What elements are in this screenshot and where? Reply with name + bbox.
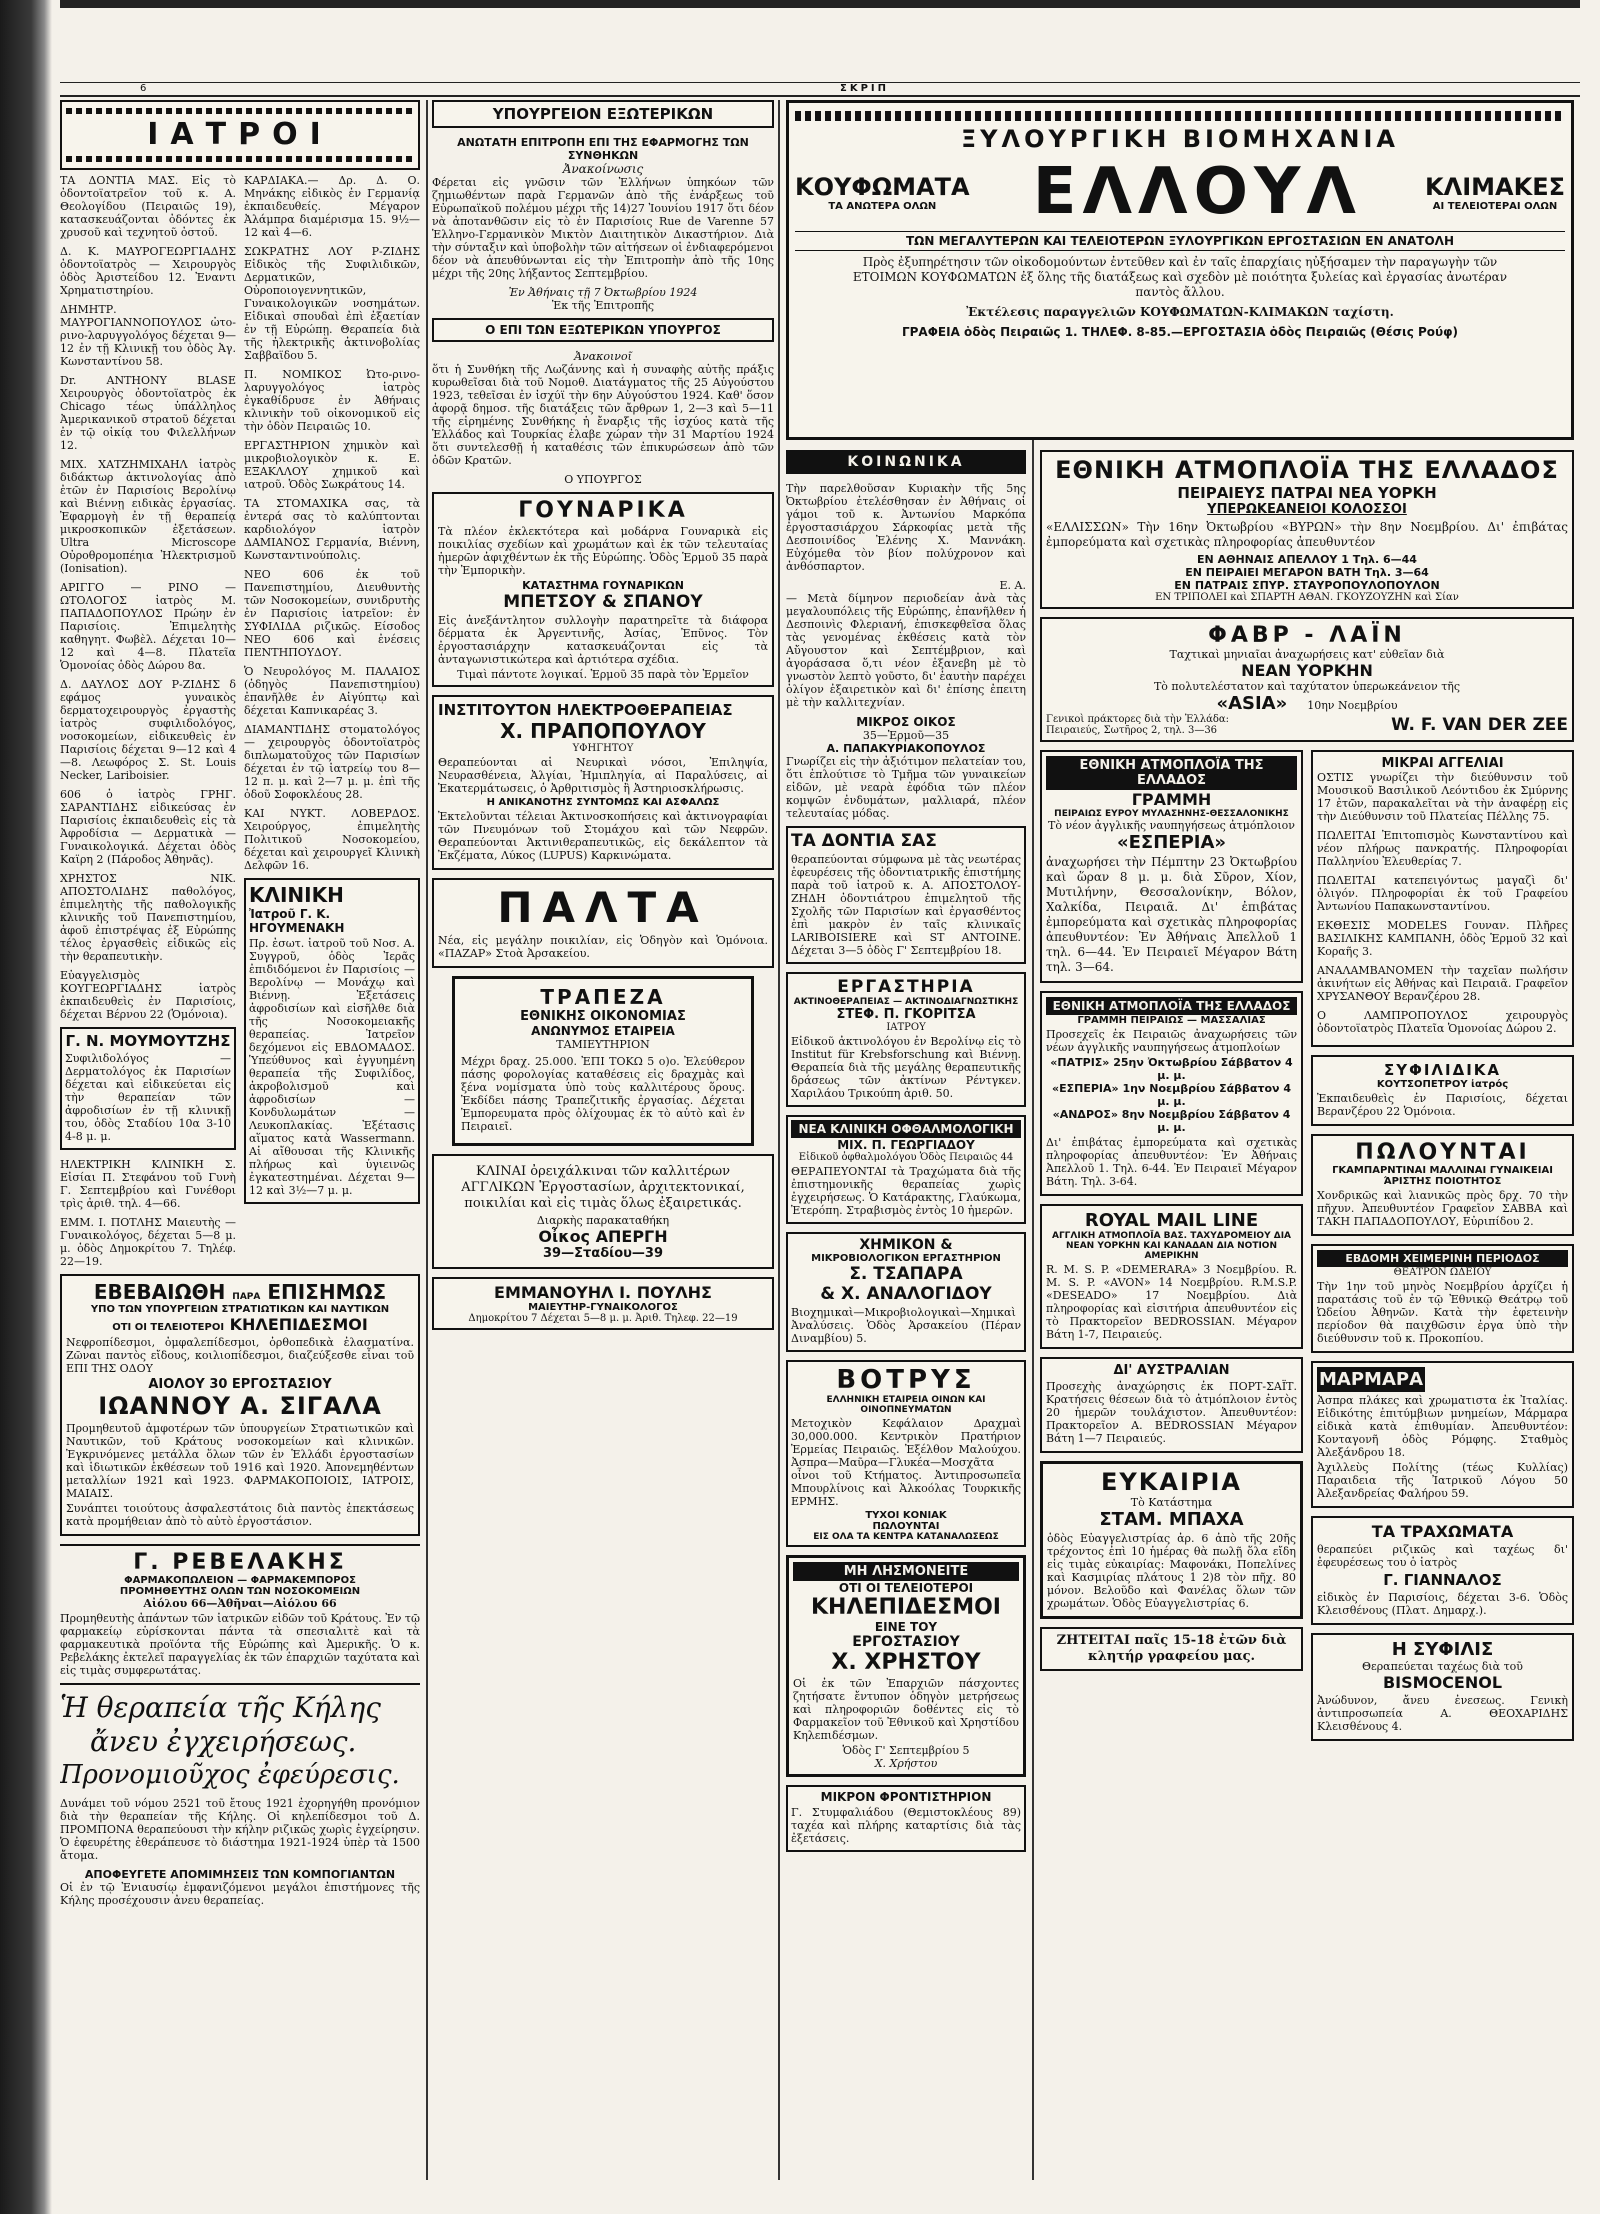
doctor-notice: ΕΡΓΑΣΤΗΡΙΟΝ χημικὸν καὶ μικροβιολογικὸν κ. Ε. ΕΞΑΚΛΛΟΥ χημικοῦ καὶ ιατροῦ. Ὁδὸς Σωκράτους 14. [244,439,420,491]
ellados3-sailing: «ΑΝΔΡΟΣ» 8ην Νοεμβρίου Σάββατον 4 μ. μ. [1052,1108,1291,1134]
marmara-title: ΜΑΡΜΑΡΑ [1319,1369,1424,1390]
moumoutzis-box [60,1027,236,1150]
revelakis-title: Γ. ΡΕΒΕΛΑΚΗΣ [133,1550,347,1575]
institouton-subhead: Η ΑΝΙΚΑΝΟΤΗΣ ΣΥΝΤΟΜΩΣ ΚΑΙ ΑΣΦΑΛΩΣ [486,797,720,808]
doctor-notice: ΚΑΡΔΙΑΚΑ.— Δρ. Δ. Ο. Μηνάκης εἰδικὸς ἐν Γερμανίᾳ ἐκπαιδευθείς. Μέγαρον Ἀλάμπρα διαμέρισμα 15. 9½—12 καὶ 4—6. [244,174,420,239]
ellados3-body: Προσεχεῖς ἐκ Πειραιῶς ἀναχωρήσεις τῶν νέων ἀγγλικῆς ναυπηγήσεως ἀτμοπλοίων [1046,1028,1297,1054]
doctor-notice: Ὁ Νευρολόγος Μ. ΠΑΛΑΙΟΣ (ὁδηγὸς Πανεπιστημίου) ἐπανῆλθε ἐν Αἰγύπτῳ καὶ δέχεται Καπνικαρέας 3. [244,665,420,717]
klid-word: ΠΑΡΑ [232,1292,261,1302]
xylourgiki-left-sub: ΤΑ ΑΝΩΤΕΡΑ ΟΛΩΝ [828,200,937,212]
evdomi-sub: ΘΕΑΤΡΟΝ ΩΔΕΙΟΥ [1393,1267,1492,1278]
column-middle-left [432,100,774,2180]
ethniki-body: «ΕΛΛΙΣΣΩΝ» Τὴν 16ην Ὀκτωβρίου «ΒΥΡΩΝ» τὴν 8ην Νοεμβρίου. Δι' ἐπιβάτας ἐμπορεύματα καὶ σχετικὰς πληροφορίας ἀπευθυντέον [1046,520,1568,549]
doctor-listings [60,174,420,1274]
klid-word: ΚΗΛΕΠΙΔΕΣΜΟΙ [229,1315,368,1334]
xylourgiki-grafeia: ΓΡΑΦΕΙΑ ὁδὸς Πειραιῶς 1. ΤΗΛΕΦ. 8-85.—ΕΡΓΟΣΤΑΣΙΑ ὁδὸς Πειραιῶς (Θέσις Ρούφ) [901,325,1458,339]
epitropi-title: ΑΝΩΤΑΤΗ ΕΠΙΤΡΟΠΗ ΕΠΙ ΤΗΣ ΕΦΑΡΜΟΓΗΣ ΤΩΝ ΣΥΝΘΗΚΩΝ [457,136,749,162]
traxomata-body-2: εἰδικὸς ἐν Παρισίοις, δέχεται 3-6. Ὁδὸς Κλεισθένους (Πλατ. Δημαρχ.). [1317,1591,1568,1617]
ellados2-body: Τὸ νέον ἀγγλικῆς ναυπηγήσεως ἀτμόπλοιον [1048,819,1295,832]
kili-advert [60,1683,420,1907]
epitropi-date: Ἐν Ἀθήναις τῇ 7 Ὀκτωβρίου 1924 [508,286,698,299]
palta-body: Νέα, εἰς μεγάλην ποικιλίαν, εἰς Ὁδηγὸν καὶ Ὁμόνοια. «ΠΑΖΑΡ» Στοὰ Ἀρσακείου. [438,934,768,960]
ornament-bar [66,108,414,114]
mi-address: Ὁδὸς Γ' Σεπτεμβρίου 5 [842,1744,970,1757]
syfilis-body: Θεραπεύεται ταχέως διὰ τοῦ [1361,1660,1523,1673]
marmara-advert [1311,1361,1574,1508]
kili-headline-3: Προνομιοῦχος ἐφεύρεσις. [60,1760,400,1790]
traxomata-body: θεραπεύει ριζικῶς καὶ ταχέως δι' ἐφευρέσεως του ὁ ἰατρὸς [1317,1543,1568,1569]
epi-body: ὅτι ἡ Συνθήκη τῆς Λωζάννης καὶ ἡ συναφὴς αὐτῆς πράξις κυρωθεῖσαι διὰ τοῦ Νομοθ. Διατάγματος τῆς 25 Αὐγούστου 1923, τεθεῖσαι ἐν ἰσχύϊ τὴν 6ην Αὐγούστου 1924. Καθ' ὅσον ἀφορᾷ δημοσ. τῆς διατάξεις τῶν ἄρθρων 1, 2—3 καὶ 5—11 τῆς εἰρημένης Συνθήκης ἡ ἔναρξις τῆς ἰσχύος κατὰ τῆς Ἑλλάδος καὶ Τουρκίας ἐλαβε χώραν τὴν 31 Μαρτίου 1924 ὅτι συντελεσθῇ ἡ καταθέσις τῶν ἐπικυρώσεων ἀπὸ τῶν ὁδῶν Κρατῶν. [432,363,774,467]
column-right [1040,450,1574,2180]
polountai-body: Χονδρικῶς καὶ λιανικῶς πρὸς δρχ. 70 τὴν πῆχυν. Ἀπευθυντέον Γραφεῖον ΣΑΒΒΑ καὶ ΤΑΚΗ ΠΑΠΑΔΟΠΟΥΛΟΥ, Εὐριπίδου 2. [1317,1189,1568,1228]
xylourgiki-right-sub: ΑΙ ΤΕΛΕΙΟΤΕΡΑΙ ΟΛΩΝ [1432,200,1558,212]
revelakis-advert [60,1544,420,1677]
katastima-title: ΚΑΤΑΣΤΗΜΑ ΓΟΥΝΑΡΙΚΩΝ [522,579,684,592]
doctor-notice: ΕΜΜ. Ι. ΠΟΤΛΗΣ Μαιευτὴς — Γυναικολόγος, δέχεται 5—8 μ. μ. ὁδὸς Δημοκρίτου 7. Τηλέφ. 22—19. [60,1216,236,1268]
klinik-doctor: Ἰατροῦ Γ. Κ. ΗΓΟΥΜΕΝΑΚΗ [249,907,345,935]
xylourgiki-left [795,173,970,212]
doctor-notice: Εὐαγγελισμὸς ΚΟΥΓΕΩΡΓΙΑΔΗΣ ἰατρὸς ἐκπαιδευθεὶς ἐν Παρισίοις, δέχεται Βέρνου 22 (Ὁμόνοια). [60,969,236,1021]
kili-body-2: Οἱ ἐν τῷ Ἐνιαυσίῳ ἐμφανιζόμενοι μεγάλοι ἐπιστήμονες τῆς Κήλης προσέχουσιν ἀνευ θεραπείας. [60,1881,420,1907]
ethniki-address-1: ΕΝ ΑΘΗΝΑΙΣ ΑΠΕΛΛΟΥ 1 Τηλ. 6—44 [1197,553,1417,566]
ofthalmo-name: ΜΙΧ. Π. ΓΕΩΡΓΙΑΔΟΥ [837,1138,975,1152]
syfilis-body-2: Ἀνώδυνον, ἄνευ ἐνεσεως. Γενικὴ ἀντιπροσωπεία Α. ΘΕΟΧΑΡΙΔΗΣ Κλεισθένους 4. [1317,1694,1568,1733]
austr-advert [1040,1357,1303,1453]
klinai-advert [432,1154,774,1269]
moumoutzis-body: Συφιλιδολόγος — Δερματολόγος ἐκ Παρισίων δέχεται καὶ εἰδικεύεται εἰς τὴν θεραπείαν τῶν ἀφροδισίων ἐν τῇ κλινικῇ του, ὁδὸς Σταδίου 10α 3-10 4-8 μ. μ. [65,1052,231,1143]
syfilis-advert [1311,1633,1574,1741]
ellados3-advert [1040,991,1303,1196]
ellados2-grammi: ΓΡΑΜΜΗ [1131,790,1212,809]
votrys-advert [786,1360,1026,1547]
evdomi-advert [1311,1244,1574,1353]
right-subcol-a [1040,750,1303,1749]
koinonika-body-2: — Μετὰ δίμηνον περιοδείαν ἀνὰ τὰς μεγαλουπόλεις τῆς Εὐρώπης, ἐπανῆλθεν ἡ Δεσποινὶς Φλεριανή, ἐπισκεφθεῖσα ὅλας τὰς γενομένας ἐκθέσεις κατὰ τὸν Αὔγουστον καὶ Σεπτέμβριον, καὶ ἀγοράσασα ὅ,τι νέον ἐξανεβη μὲ τὸ γνωστὸν λεπτὸ γοῦστο, δι' ἑαυτὴν παρέχει ὀλίγον ἐξαιρετικὸν καὶ δι' ἐπίσης ἐπειτη μὲ τὴν καλλιτεχνίαν. [786,592,1026,709]
ergastiria-sub: ΑΚΤΙΝΟΘΕΡΑΠΕΙΑΣ — ΑΚΤΙΝΟΔΙΑΓΝΩΣΤΙΚΗΣ [793,997,1019,1007]
epi-sign: Ο ΥΠΟΥΡΓΟΣ [564,473,642,486]
epitropi-sign: Ἐκ τῆς Ἐπιτροπῆς [551,299,655,312]
fabr-body-2: Τὸ πολυτελέστατον καὶ ταχύτατον ὑπερωκεάνειον τῆς [1153,680,1461,693]
ofthalmo-advert [786,1115,1026,1224]
doctor-list-right [244,174,420,1274]
mikros-oikos: ΜΙΚΡΟΣ ΟΙΚΟΣ [856,715,956,729]
klid-line5: ΑΙΟΛΟΥ 30 ΕΡΓΟΣΤΑΣΙΟΥ [148,1377,332,1392]
doctor-notice: ΤΑ ΣΤΟΜΑΧΙΚΑ σας, τὰ ἐντερά σας τὸ καλύπτονται καρδιολόγον ἰατρὸν ΔΑΜΙΑΝΟΣ Γερμανία, Βιέννη, Κωνσταντινούπολις. [244,497,420,562]
doctor-notice: ΜΙΧ. ΧΑΤΖΗΜΙΧΑΗΛ ἰατρὸς διδάκτωρ ἀκτινολογίας ἀπὸ ἐτῶν ἐν Παρισίοις Βερολίνῳ καὶ Βιέννῃ ειδικὰς ἐργασίας. Ἐφαρμογὴ ἐν τῇ θεραπείᾳ μικροσκοπικῶν ἐξετάσεων. Ultra Microscope Οὐροθρομοπέηια Ἠλεκτρισμοῦ (Ionisation). [60,458,236,575]
ellados2-title: ΕΘΝΙΚΗ ΑΤΜΟΠΛΟΪΑ ΤΗΣ ΕΛΛΑΔΟΣ [1046,756,1297,790]
doctor-notice: Dr. ANTHONY BLASE Χειρουργὸς ὀδοντοϊατρὸς ἐκ Chicago τέως ὑπάλληλος Ἀμερικανικοῦ στρατοῦ δέχεται ἐν τῷ οἰκίᾳ του Φιλελλήνων 12. [60,374,236,452]
klid-line1 [66,1280,414,1304]
ethniki-title: ΕΘΝΙΚΗ ΑΤΜΟΠΛΟΪΑ ΤΗΣ ΕΛΛΑΔΟΣ [1055,456,1559,484]
palta-title: ΠΑΛΤΑ [497,883,709,932]
marmara-body: Ἀσπρα πλάκες καὶ χρωματιστα ἐκ Ἰταλίας. Εἰδικότης ἐπιτύμβιων μνημείων, Μάρμαρα εἰδικὰ κατὰ ἐπιθυμίαν. Ἀπευθυντέον: Κονταγονῆ ὁδὸς Ρόμφης. Σταθμὸς Ἀλεξάνδρου 18. [1317,1394,1568,1459]
marmara-body-2: Ἀχιλλεὺς Πολίτης (τέως Κυλλίας) Παραιδεια τῆς Ἰατρικοῦ Λόγου 50 Ἀλεξανδρείας Φαλήρου 59. [1317,1461,1568,1500]
eukairia-sub: Τὸ Κατάστημα [1130,1496,1213,1509]
trapeza-body: Μέχρι δραχ. 25.000. ἘΠΙ ΤΟΚΩ 5 ο)ο. Ἐλεύθερον πάσης φορολογίας καταθέσεις εἰς δραχμὰς καὶ ξένα νομίσματα ὑπὸ τοὺς καλλιτέρους ὅρους. Ἐκδίδει πάσης Τραπεζιτικῆς ἐργασίας. Δέχεται Ἐμπορευματα πρὸς ὀλίχουμας ἐκ τὸ αὐτὸ καὶ ἐν Πειραιεῖ. [461,1055,745,1133]
kili-headline-2: ἄνευ ἐγχειρήσεως. [90,1725,357,1758]
right-subcolumns [1040,750,1574,1749]
koinonika-body-3: Γνωρίζει εἰς τὴν ἀξιότιμον πελατείαν του, ὅτι ἐπλούτισε τὸ Τμῆμα τῶν γυναικείων εἰδῶν, μὲ νεαρὰ ἐφόδια τῶν πλέον κομψῶν ἐνδυμάτων, μαλλιαρά, πλέον τελευταίας μόδας. [786,755,1026,820]
ethniki-advert [1040,450,1574,609]
ximiko-advert [786,1232,1026,1352]
mi-line-4: ΕΙΝΕ ΤΟΥ [874,1620,938,1634]
koinonika-title: ΚΟΙΝΩΝΙΚΑ [847,454,965,470]
votrys-title: ΒΟΤΡΥΣ [836,1365,976,1395]
xylourgiki-line: ΤΩΝ ΜΕΓΑΛΥΤΕΡΩΝ ΚΑΙ ΤΕΛΕΙΟΤΕΡΩΝ ΞΥΛΟΥΡΓΙΚΩΝ ΕΡΓΟΣΤΑΣΙΩΝ ΕΝ ΑΝΑΤΟΛΗ [795,231,1565,251]
ellados2-body-2: ἀναχωρήσει τὴν Πέμπτην 23 Ὀκτωβρίου καὶ ὥραν 8 μ. μ. διὰ Σῦρον, Χίον, Μυτιλήνην, Θεσσαλονίκην, Βόλον, Χαλκίδα, Πειραιᾶ. Δι' ἐπιβάτας ἐμπορεύματα καὶ σχετικὰς πληροφορίας ἀπευθυντέον: Ἐν Ἀθήναις Ἀπελλοῦ 1 τηλ. 6—44. Ἐν Πειραιεῖ Μέγαρον Βάτη τηλ. 3—64. [1046,855,1297,974]
klid-line4: Νεφροπίδεσμοι, ὀμφαλεπίδεσμοι, ὀρθοπεδικὰ ἐλασματίνα. Ζῶναι παντὸς εἴδους, κοιλιοπίδεσμοι, διαζεύξεσθε εἶναι τοῦ ΕΠΙ ΤΗΣ ΟΔΟΥ [66,1336,414,1375]
ypourgeion-title: ΥΠΟΥΡΓΕΙΟΝ ΕΞΩΤΕΡΙΚΩΝ [492,105,714,123]
ethniki-address-4: ΕΝ ΤΡΙΠΟΛΕΙ καὶ ΣΠΑΡΤΗ ΑΘΑΝ. ΓΚΟΥΖΟΥΖΗΝ καὶ Σίαν [1155,592,1459,603]
polountai-advert [1311,1134,1574,1236]
doctor-notice: Π. ΝΟΜΙΚΟΣ Ὠτο-ρινο-λαρυγγολόγος ἰατρὸς ἐγκαθίδρυσε ἐν Ἀθήναις κλινικὴν τοῦ οἰκονομικοῦ εἰς τὴν ὁδὸν Πειραιῶς 10. [244,368,420,433]
xylourgiki-right [1425,173,1565,212]
ximiko-title-2: ΜΙΚΡΟΒΙΟΛΟΓΙΚΟΝ ΕΡΓΑΣΤΗΡΙΟΝ [811,1253,1001,1264]
xylourgiki-body: Πρὸς ἐξυπηρέτησιν τῶν οἰκοδομούντων ἐντεῦθεν καὶ ἐν ταῖς ἐπαρχίαις ηὐξήσαμεν τὴν παραγωγὴν τῶν ΕΤΟΙΜΩΝ ΚΟΥΦΩΜΑΤΩΝ ἐξ ὅλης τῆς διατάξεως καὶ σχεδὸν μὲ ποιότητα ξυλείας καὶ ἐργασίας ἀνωτέραν παντὸς ἄλλου. [852,255,1508,299]
column-middle-right [786,450,1026,2180]
austr-title: ΔΙ' ΑΥΣΤΡΑΛΙΑΝ [1113,1363,1230,1378]
ofthalmo-body: ΘΕΡΑΠΕΥΟΝΤΑΙ τὰ Τραχώματα διὰ τῆς ἐπιστημονικῆς θεραπείας χωρὶς ἐγχειρήσεως. Ὁ Κατάρακτης, Γλαύκωμα, Ἐτερόπη. Στραβισμὸς ἐντὸς 10 ἡμερῶν. [791,1165,1021,1217]
emmanouil-name: ΕΜΜΑΝΟΥΗΛ Ι. ΠΟΥΛΗΣ [494,1283,712,1302]
trapeza-tamieftirion: ΤΑΜΙΕΥΤΗΡΙΟΝ [556,1038,650,1051]
xylourgiki-body-2: Ἐκτέλεσις παραγγελιῶν ΚΟΥΦΩΜΑΤΩΝ-ΚΛΙΜΑΚΩΝ ταχίστη. [966,305,1394,319]
doctor-list-left [60,174,236,1274]
eukairia-title: ΕΥΚΑΙΡΙΑ [1101,1468,1242,1496]
doctor-notice: ΗΛΕΚΤΡΙΚΗ ΚΛΙΝΙΚΗ Σ. Εἰσίαι Π. Στεφάνου τοῦ Γυνὴ Γ. Σεπτεμβρίου καὶ Γυνέθορι τρὶς ἀριθ. τηλ. 4—66. [60,1158,236,1210]
fabr-date: 10ην Νοεμβρίου [1307,699,1398,712]
ethniki-sub: ΠΕΙΡΑΙΕΥΣ ΠΑΤΡΑΙ ΝΕΑ ΥΟΡΚΗ [1177,484,1437,502]
iatroi-heading-box [60,100,420,170]
frontistirion-advert [786,1785,1026,1852]
royal-title: ROYAL MAIL LINE [1084,1210,1259,1231]
zitoun-advert [1040,1627,1303,1671]
syfilidiki-body: Ἐκπαιδευθεὶς ἐν Παρισίοις, δέχεται Βερανζέρου 22 Ὁμόνοια. [1317,1092,1568,1118]
trapeza-anonymos: ΑΝΩΝΥΜΟΣ ΕΤΑΙΡΕΙΑ [531,1024,675,1038]
institouton-advert [432,695,774,870]
doctor-notice: ΧΡΗΣΤΟΣ ΝΙΚ. ΑΠΟΣΤΟΛΙΔΗΣ παθολόγος, ἐπιμελητὴς τῆς παθολογικῆς κλινικῆς τοῦ Πανεπιστημίου, ἀφοῦ ἐπιστρέψας ἐξ Εὐρώπης τέλος ἐργασθεὶς εἰδικῶς εἰς τὴν θεραπευτικὴν. [60,872,236,963]
institouton-title: ΙΝΣΤΙΤΟΥΤΟΝ ΗΛΕΚΤΡΟΘΕΡΑΠΕΙΑΣ [438,701,733,719]
ypourgeion-box [432,100,774,128]
mikrai-item: Ο ΛΑΜΠΡΟΠΟΥΛΟΣ χειρουργὸς ὀδοντοϊατρὸς Πλατεῖα Ὁμονοίας Δώρου 2. [1317,1009,1568,1035]
palta-advert [432,878,774,968]
koinonika-body: Τὴν παρελθοῦσαν Κυριακὴν τῆς 5ης Ὀκτωβρίου ἐτελέσθησαν ἐν Ἀθήναις οἱ γάμοι τοῦ κ. Ἀντωνίου Μαρκόπα ἐργοστασιάρχου Σάρκοφίας μετὰ τῆς Δεσποινίδος Ἐλένης Χ. Μαννάκη. Εὐχόμεθα τὸν βίον πολύχρονον καὶ ἀνθόσπαρτον. [786,482,1026,573]
gounarika-body: Τὰ πλέον ἐκλεκτότερα καὶ μοδάρνα Γουναρικὰ εἰς ποικιλίας σχεδίων καὶ χρωμάτων καὶ ἐκ τῶν τελευταίας ἡμερῶν ἀφιχθέντων ἐκ τῆς Εὐρώπης. Ὁδὸς Ἑρμοῦ 35 παρὰ τὴν Ἐμπορικὴν. [438,525,768,577]
revelakis-body: Προμηθευτὴς ἀπάντων τῶν ἰατρικῶν εἰδῶν τοῦ Κράτους. Ἐν τῷ φαρμακείῳ εὑρίσκονται πάντα τὰ σπεσιαλιτὲ καὶ τὰ φαρμακευτικὰ προϊόντα τῆς Εὐρώπης καὶ Ἀμερικῆς. Ὁ κ. Ρεβελάκης ἐκτελεῖ παραγγελίας ἐκ τῶν ἐπαρχιῶν ταχύτατα καὶ εἰς τιμὰς συμφερωτάτας. [60,1612,420,1677]
klinik-body: Πρ. ἐσωτ. ἰατροῦ τοῦ Νοσ. Α. Συγγροῦ, ὁδὸς Ἰερᾶς ἐπιδιδόμενοι ἐν Παρισίοις — Βερολίνῳ — Μονάχῳ καὶ Βιέννῃ. Ἐξετάσεις ἀφροδισίων καὶ εἰσῆλθε διὰ τῆς Νοσοκομειακῆς θεραπείας. Ἰατρεῖον δεχόμενοι εἰς ΕΒΔΟΜΑΔΟΣ. Ὑπεύθυνος καὶ ἐγγυημένη θεραπεία τῆς Συφιλίδος, ἀκροβολισμοῦ καὶ ἀφροδισίων — Κονδυλωμάτων — Λευκοπλακίας. Ἐξέτασις αἵματος κατὰ Wassermann. Αἱ αἴθουσαι τῆς Κλινικῆς πλήρως καὶ ὑγιεινῶς ἐγκατεστημέναι. Δέχεται 9—12 καὶ 3½—7 μ. μ. [249,937,415,1197]
fabr-agent-row [1046,714,1568,736]
votrys-kentra: ΕΙΣ ΟΛΑ ΤΑ ΚΕΝΤΡΑ ΚΑΤΑΝΑΛΩΣΕΩΣ [813,1532,999,1542]
revelakis-sub: ΦΑΡΜΑΚΟΠΩΛΕΙΟΝ — ΦΑΡΜΑΚΕΜΠΟΡΟΣ [124,1575,356,1586]
koinonika-sign: Ε. Α. [999,579,1026,592]
klinik-box [244,878,420,1204]
evdomi-body: Τὴν 1ην τοῦ μηνὸς Νοεμβρίου ἀρχίζει ἡ παρατάσις τοῦ ἐν τῷ Ἐθνικῷ Θεάτρῳ τοῦ Ὠδείου Ἀθηνῶν. Κατὰ τὴν ἐφετεινὴν περίοδον θὰ παιχθῶσιν ἐργα ὑπὸ τὴν διεύθυνσιν τοῦ κ. Προκοπίου. [1317,1280,1568,1345]
fabr-ny: ΝΕΑΝ ΥΟΡΚΗΝ [1241,661,1373,680]
votrys-sub: ΕΛΛΗΝΙΚΗ ΕΤΑΙΡΕΙΑ ΟΙΝΩΝ ΚΑΙ ΟΙΝΟΠΝΕΥΜΑΤΩΝ [826,1395,986,1415]
emmanouil-address: Δημοκρίτου 7 Δέχεται 5—8 μ. μ. Ἀριθ. Τηλεφ. 22—19 [468,1313,738,1324]
ornament-bar [795,111,1565,121]
trapeza-name: ΕΘΝΙΚΗΣ ΟΙΚΟΝΟΜΙΑΣ [520,1009,686,1024]
ellados2-ship: «ΕΣΠΕΡΙΑ» [1116,832,1227,853]
doctor-notice: ΝΕΟ 606 ἐκ τοῦ Πανεπιστημίου, Διευθυντὴς τῶν Νοσοκομείων, συνιδρυτὴς ἐν Παρισίοις ἰατρεῖον: ἐν ΣΥΦΙΛΙΔΑ ριζικῶς. Είσοδος NEO 606 καὶ ἐνέσεις ΠΕΝΤΗΠΟΥΔΟΥ. [244,568,420,659]
page-number: 6 [140,83,147,94]
xylourgiki-koufomata: ΚΟΥΦΩΜΑΤΑ [795,172,970,201]
ergastiria-advert [786,972,1026,1107]
traxomata-advert [1311,1516,1574,1625]
polountai-title: ΠΩΛΟΥΝΤΑΙ [1355,1140,1530,1165]
ellados3-sub: ΓΡΑΜΜΗ ΠΕΙΡΑΙΩΣ — ΜΑΣΣΑΛΙΑΣ [1077,1015,1266,1026]
epitropi-body: Φέρεται εἰς γνῶσιν τῶν Ἑλλήνων ὑπηκόων τῶν ζημιωθέντων παρὰ Γερμανῶν ἀπὸ τῆς ἐνάρξεως τοῦ Εὐρωπαϊκοῦ πολέμου μέχρι τῆς 14)27 Ἰουνίου 1917 ὅτι δέον νὰ ἀποτανθῶσιν εἰς τὸ ἐν Παρισίοις Rue de Varenne 57 Ἑλληνο-Γερμανικὸν Μικτὸν Διαιτητικὸν Δικαστήριον. Διὰ τὴν σύνταξιν καὶ ὑποβολὴν τῶν αἰτήσεων οἱ ἐνδιαφερόμενοι δέον νὰ ἀπευθύνωνται εἰς τὴν Ἐπιτροπὴν ἀπὸ τῆς 10ης μέχρι τῆς 20ης λήξαντος Σεπτεμβρίου. [432,176,774,280]
ergastiria-title: ΕΡΓΑΣΤΗΡΙΑ [837,977,975,997]
top-rule [60,0,1580,8]
syfilis-title: Η ΣΥΦΙΛΙΣ [1391,1639,1494,1660]
ethniki-kolos: ΥΠΕΡΩΚΕΑΝΕΙΟΙ ΚΟΛΟΣΣΟΙ [1207,502,1407,517]
klinik-title: ΚΛΙΝΙΚΗ [249,883,344,907]
syfilidiki-title: ΣΥΦΙΛΙΔΙΚΑ [1383,1061,1502,1079]
mi-body: Οἱ ἐκ τῶν Ἐπαρχιῶν πάσχοντες ζητήσατε ἔντυπον ὁδηγὸν μετρήσεως καὶ πληροφοριῶν δοθέντες εἰς τὸ Φαρμακεῖον τοῦ Ἐθνικοῦ καὶ Χρηστίδου Κηλεπιδέσμων. [793,1677,1019,1742]
traxomata-name: Γ. ΓΙΑΝΝΑΛΟΣ [1383,1571,1502,1589]
fabr-title: ΦΑΒΡ - ΛΑΪΝ [1208,623,1406,648]
fabr-advert [1040,617,1574,742]
right-subcol-b [1311,750,1574,1749]
syfilidiki-name: ΚΟΥΤΣΟΠΕΤΡΟΥ ἰατρός [1376,1079,1509,1090]
votrys-polountai: ΠΩΛΟΥΝΤΑΙ [872,1521,940,1532]
dontia-body: θεραπεύονται σύμφωνα μὲ τὰς νεωτέρας ἐφευρέσεις τῆς ὀδοντιατρικῆς ἐπιστήμης παρὰ τοῦ ἰατροῦ κ. Α. ΑΠΟΣΤΟΛΟΥ-ΖΗΔΗ ὀδοντιάτρου ἐπιμελητοῦ τῆς Σχολῆς τῶν Παρισίων καὶ ἐργασθέντος ἐπὶ μακρὸν ἐν ταῖς κλινικαῖς LARIBOISIERE καὶ ST ANTOINE. Δέχεται 3—5 ὁδὸς Γ' Σεπτεμβρίου 18. [791,853,1021,957]
frontistirion-title: ΜΙΚΡΟΝ ΦΡΟΝΤΙΣΤΗΡΙΟΝ [820,1790,992,1804]
ellados2-advert [1040,750,1303,983]
mi-line-3: ΚΗΛΕΠΙΔΕΣΜΟΙ [811,1595,1001,1620]
klidesmoi-advert [60,1274,420,1536]
mi-line-6: Χ. ΧΡΗΣΤΟΥ [831,1650,981,1675]
evdomi-title: ΕΒΔΟΜΗ ΧΕΙΜΕΡΙΝΗ ΠΕΡΙΟΔΟΣ [1317,1250,1568,1267]
doctor-notice: Δ. ΔΑΥΛΟΣ ΔΟΥ Ρ-ΖΙΔΗΣ δ εφάμος γυναικὸς δερματοχειρουργὸς ἐργαστὴς ἰατρὸς συφιλιδολόγος, νοσοκομείων, εἰδικευθεὶς ἐν Παρισίοις δέχεται 9—12 καὶ 4—8. Λεωφόρος Σ. St. Louis Necker, Lariboisier. [60,678,236,782]
ellados3-sailing: «ΕΣΠΕΡΙΑ» 1ην Νοεμβρίου Σάββατον 4 μ. μ. [1051,1082,1292,1108]
column-rule [778,100,780,2180]
traxomata-title: ΤΑ ΤΡΑΧΩΜΑΤΑ [1371,1522,1514,1541]
mpetsos-body: Εἰς ἀνεξάντλητον συλλογὴν παρατηρεῖτε τὰ διάφορα δέρματα ἐκ Ἀργεντινῆς, Ἀσίας, Ἐπῦνος. Τὸν ἐργοστασιάρχην κατασκευάζονται εἰς τὰ ἀνταγωνιστικώτερα καὶ ἀρτιότερα σχέδια. [438,614,768,666]
syfilidiki-advert [1311,1055,1574,1126]
xylourgiki-advert [786,100,1574,440]
eukairia-advert [1040,1461,1303,1619]
mikrai-item: ΠΩΛΕΙΤΑΙ κατεπειγόντως μαγαζὶ δι' ὁλιγόν. Πληροφορίαι ἐκ τοῦ Γραφείου Ἀντωνίου Παπακωνσταντίνου. [1317,874,1568,913]
column-rule [426,100,428,2180]
institouton-body-2: Ἐκτελοῦνται τέλειαι Ἀκτινοσκοπήσεις καὶ ἀκτινογραφίαι τῶν Πνευμόνων τοῦ Στομάχου καὶ τῶν Νεφρῶν. Θεραπεύονται Ἀκτινιθεραπευτικῶς, εἰς δεκάλεπτον τὰ Ἐκζέματα, Λύκος (LUPUS) Καρκινώματα. [438,810,768,862]
ofthalmo-title: ΝΕΑ ΚΛΙΝΙΚΗ ΟΦΘΑΛΜΟΛΟΓΙΚΗ [791,1120,1021,1138]
klinai-address: 39—Σταδίου—39 [543,1246,663,1261]
ximiko-body: Βιοχημικαὶ—Μικροβιολογικαὶ—Χημικαὶ Ἀναλύσεις. Ὁδὸς Ἀρσακείου (Πέραν Διναμβίου) 5. [791,1306,1021,1345]
institouton-body: Θεραπεύονται αἱ Νευρικαὶ νόσοι, Ἐπιληψία, Νευρασθένεια, Ἀλγίαι, Ἡμιπληγία, αἱ Παραλύσεις, αἱ Ἑκατερμάτωσεις, ὁ Ἀρθριτισμὸς ἢ Ἀστηριοσκλήρωσις. [438,756,768,795]
trapeza-title: ΤΡΑΠΕΖΑ [540,985,666,1009]
gounarika-title: ΓΟΥΝΑΡΙΚΑ [518,498,688,523]
doctor-notice: ΤΑ ΔΟΝΤΙΑ ΜΑΣ. Εἰς τὸ ὀδοντοϊατρεῖον τοῦ κ. Α. Θεολογίδου (Πειραιῶς 19), κατασκευάζονται ὀδόντες ἐκ χρυσοῦ καὶ τεχνητοῦ ὀστοῦ. [60,174,236,239]
votrys-tyxoi: ΤΥΧΟΙ ΚΟΝΙΑΚ [865,1510,947,1521]
royal-sub: ΑΓΓΛΙΚΗ ΑΤΜΟΠΛΟΪΑ ΒΑΣ. ΤΑΧΥΔΡΟΜΕΙΟΥ ΔΙΑ ΝΕΑΝ ΥΟΡΚΗΝ ΚΑΙ ΚΑΝΑΔΑΝ ΔΙΑ ΝΟΤΙΟΝ ΑΜΕΡΙΚΗΝ [1051,1231,1292,1261]
ximiko-name-1: Σ. ΤΣΑΠΑΡΑ [849,1264,963,1284]
ethniki-address-2: ΕΝ ΠΕΙΡΑΙΕΙ ΜΕΓΑΡΟΝ ΒΑΤΗ Τηλ. 3—64 [1185,566,1429,579]
doctor-notice: Δ. Κ. ΜΑΥΡΟΓΕΩΡΓΙΑΔΗΣ ὀδοντοϊατρὸς — Χειρουργὸς ὁδὸς Ἀριστείδου 12. Ἐναντι Χρηματιστηρίου. [60,245,236,297]
mpetsos-address: Τιμαὶ πάντοτε λογικαί. Ἑρμοῦ 35 παρὰ τὸν Ἑρμεῖον [457,668,749,681]
page-header [60,82,1580,97]
royal-advert [1040,1204,1303,1349]
dontia-title: ΤΑ ΔΟΝΤΙΑ ΣΑΣ [791,831,937,851]
epi-title: Ο ΕΠΙ ΤΩΝ ΕΞΩΤΕΡΙΚΩΝ ΥΠΟΥΡΓΟΣ [485,323,721,337]
doctor-notice: ΣΩΚΡΑΤΗΣ ΛΟΥ Ρ-ΖΙΔΗΣ Εἰδικὸς τῆς Συφιλιδικῶν, Δερματικῶν, Οὐροποιογεννητικῶν, Γυναικολογικῶν νοσημάτων. Εἰδικαὶ σπουδαὶ ἐπὶ ἐξαετίαν ἐν τῇ Εὐρώπῃ. Θεραπεία διὰ τῆς ἠλεκτρικῆς ἀκτινοβολίας Σαββαϊδου 5. [244,245,420,362]
revelakis-sub2: ΠΡΟΜΗΘΕΥΤΗΣ ΟΛΩΝ ΤΩΝ ΝΟΣΟΚΟΜΕΙΩΝ [119,1586,361,1597]
fabr-body: Ταχτικαὶ μηνιαῖαι ἀναχωρήσεις κατ' εὐθεῖαν διὰ [1169,648,1445,661]
fabr-ship: «ASIA» [1216,693,1288,714]
newspaper-name: ΣΚΡΙΠ [840,83,889,94]
xylourgiki-brand: ΕΛΛΟΥΛ [1032,155,1362,229]
mikrai-item: ΟΣΤΙΣ γνωρίζει τὴν διεύθυνσιν τοῦ Μουσικοῦ Βασιλικοῦ Λεόντιδου ἐκ Σμύρνης 17 ἐτῶν, παρακαλεῖται νὰ τὴν ἀναφέρῃ εἰς τὴν Διεύθυνσιν τοῦ Πλατείας Πέλλης 75. [1317,771,1568,823]
klinai-body: ΚΛΙΝΑΙ ὀρειχάλκιναι τῶν καλλιτέρων ΑΓΓΛΙΚΩΝ Ἐργοστασίων, ἀρχιτεκτονικαί, ποικιλίαι καὶ εἰς τιμὰς ὅλως ἐξαιρετικάς. [461,1164,745,1211]
kili-body: Δυνάμει τοῦ νόμου 2521 τοῦ ἔτους 1921 ἐχορηγήθη προνόμιον διὰ τὴν θεραπείαν τῆς Κήλης. Οἱ κηλεπίδεσμοι τοῦ Δ. ΠΡΟΜΠΟΝΑ θεραπεύουσι τὴν κήλην ριζικῶς χωρὶς ἐγχείρησιν. Ὁ ἐφευρέτης ἐθεράπευσε τὸ διάστημα 1921-1924 ὑπὲρ τὰ 1500 ἄτομα. [60,1797,420,1862]
klid-line7: Προμηθευτοῦ ἀμφοτέρων τῶν ὑπουργείων Στρατιωτικῶν καὶ Ναυτικῶν, τοῦ Κράτους νοσοκομείων καὶ κλινικῶν. Ἐγκρινόμενες μετάλλα ὅλων τῶν ἐν Ἑλλάδι ἐργοστασίων καὶ ἰδιωτικῶν ἐκθέσεων τοῦ 1916 καὶ 1920. Ἀπονεμηθέντων μεταλλίων 1921 καὶ 1923. ΦΑΡΜΑΚΟΠΟΙΟΙΣ, ΙΑΤΡΟΙΣ, ΜΑΙΑΙΣ. [66,1422,414,1500]
mikros-address: 35—Ἑρμοῦ—35 [862,729,950,742]
mikrai-item: ΠΩΛΕΙΤΑΙ Ἐπιτοπισμὸς Κωνσταντίνου καὶ νέον πλήρως πανκρατής. Πληροφορίαι Παλληνίου Ἐλευθερίας 7. [1317,829,1568,868]
mi-line-5: ΕΡΓΟΣΤΑΣΙΟΥ [852,1634,960,1650]
eukairia-body: ὁδὸς Εὐαγγελιστρίας ἀρ. 6 ἀπὸ τῆς 20ῆς τρέχοντος ἐπὶ 10 ἡμέρας θὰ πωλῇ ὅλα εἴδη εἰς τιμὰς εὐκαιρίας: Μαφονάκι, Ποπελίνες καὶ Κασμιρίας πλάτους 1 2)8 τὸν πῆχ. 80 μόνον. Βελοῦδο καὶ Φανέλας ὅλων τῶν χρωμάτων. Ὁδὸς Εὐαγγελιστρίας 6. [1047,1532,1296,1610]
mikrai-item: ΑΝΑΛΑΜΒΑΝΟΜΕΝ τὴν ταχεῖαν πωλήσιν ἀκινήτων εἰς Ἀθήνας καὶ Πειραιᾶ. Γραφεῖον ΧΡΥΣΑΝΘΟΥ Βερανζέρου 28. [1317,964,1568,1003]
emmanouil-advert [432,1277,774,1330]
klid-line8: Συνάπτει τοιούτους ἀσφαλεστάτοις διὰ παντὸς ἐπεκτάσεως κατὰ προμήθειαν ἀπὸ τὸ αὐτὸ ἐργοστάσιον. [66,1502,414,1528]
fabr-genikos: Γενικοὶ πράκτορες διὰ τὴν Ἑλλάδα: Πειραιεύς, Σωτῆρος 2, τηλ. 3—36 [1046,714,1229,736]
austr-body: Προσεχὴς ἀναχώρησις ἐκ ΠΟΡΤ-ΣΑΪΤ. Κρατήσεις θέσεων διὰ τὸ ἀτμόπλοιον ἐντὸς 20 ἡμερῶν τουλάχιστον. Ἀπευθυντέον: Πρακτορεῖον A. BEDROSSIAN Μέγαρον Βάτη 1—7 Πειραιεύς. [1046,1380,1297,1445]
mi-line-2: ΟΤΙ ΟΙ ΤΕΛΕΙΟΤΕΡΟΙ [838,1581,974,1595]
mikrai-box [1311,750,1574,1047]
mi-sig: Χ. Χρήστου [874,1757,938,1770]
xylourgiki-row [795,157,1565,227]
klid-line3 [66,1315,414,1334]
anakoinosis-label: Ἀνακοίνωσις [562,162,644,176]
emmanouil-sub: ΜΑΙΕΥΤΗΡ-ΓΥΝΑΙΚΟΛΟΓΟΣ [528,1302,678,1313]
xylourgiki-title: ΞΥΛΟΥΡΓΙΚΗ ΒΙΟΜΗΧΑΝΙΑ [960,125,1399,153]
doctor-notice: ΔΙΑΜΑΝΤΙΔΗΣ στοματολόγος — χειρουργὸς ὀδοντοϊατρὸς διπλωματοῦχος τῶν Παρισίων δέχεται ἐν τῷ ἰατρείῳ του 8—12 π. μ. καὶ 2—7 μ. μ. ἐπὶ τῆς ὁδοῦ Σοφοκλέους 28. [244,723,420,801]
fabr-agent: W. F. VAN DER ZEE [1391,715,1568,735]
royal-body: R. M. S. P. «DEMERARA» 3 Νοεμβρίου. R. M. S. P. «AVON» 14 Νοεμβρίου. R.M.S.P. «DESEADO» 17 Νοεμβρίου. Διὰ πληροφορίας καὶ εἰσιτήρια ἀπευθυντέον εἰς τὸ Πρακτορεῖον BEDROSSIAN. Μέγαρον Βάτη 1-7, Πειραιεύς. [1046,1263,1297,1341]
ximiko-title: ΧΗΜΙΚΟΝ & [859,1237,953,1253]
ximiko-name-2: & Χ. ΑΝΑΛΟΓΙΔΟΥ [820,1284,992,1304]
frontistirion-body: Γ. Στυμφαλιάδου (Θεμιστοκλέους 89) ταχέα καὶ πλήρης καταρτίσις διὰ τὰς ἐξετάσεις. [791,1806,1021,1845]
ethniki-address-3: ΕΝ ΠΑΤΡΑΙΣ ΣΠΥΡ. ΣΤΑΥΡΟΠΟΥΛΟΠΟΥΛΟΝ [1174,579,1440,592]
dontia-advert [786,826,1026,964]
ergastiria-iatrou: ΙΑΤΡΟΥ [886,1022,926,1033]
klid-word: ΟΤΙ ΟΙ ΤΕΛΕΙΟΤΕΡΟΙ [112,1322,225,1333]
mikrai-title: ΜΙΚΡΑΙ ΑΓΓΕΛΙΑΙ [1381,756,1504,771]
mi-lismoneite-advert [786,1555,1026,1777]
klid-line2: ΥΠΟ ΤΩΝ ΥΠΟΥΡΓΕΙΩΝ ΣΤΡΑΤΙΩΤΙΚΩΝ ΚΑΙ ΝΑΥΤΙΚΩΝ [90,1304,390,1315]
epi-anakoinoi: Ἀνακοινοῖ [574,350,632,363]
ornament-bar [66,156,414,162]
koinonika-box [786,450,1026,474]
ergastiria-name: ΣΤΕΦ. Π. ΓΚΟΡΙΤΣΑ [836,1007,976,1022]
scan-edge [0,0,52,2214]
moumoutzis-title: Γ. Ν. ΜΟΥΜΟΥΤΖΗΣ [65,1032,231,1050]
klid-word: ΕΠΙΣΗΜΩΣ [267,1280,387,1304]
votrys-body: Μετοχικὸν Κεφάλαιον Δραχμαὶ 30,000.000. Κεντρικὸν Πρατήριον Ἐρμείας Πειραιῶς. Ἐξέλθον Μαλούχου. Ἀσπρα—Μαῦρα—Γλυκέα—Μοσχᾶτα οἶνοι τοῦ Κτήματος. Ἀντιπροσωπεῖα Μπουρλίνοις καὶ Ἀλκοόλας Τουρκικῆς ΕΡΜΗΣ. [791,1417,1021,1508]
klid-line6: ΙΩΑΝΝΟΥ Α. ΣΙΓΑΛΑ [98,1392,382,1420]
ellados3-body-2: Δι' ἐπιβάτας ἐμπορεύματα καὶ σχετικὰς πληροφορίας ἀπευθυντέον: Ἐν Ἀθήναις Ἀπελλοῦ 1. Τηλ. 6-44. Ἐν Πειραιεῖ Μέγαρον Βάτη. Τηλ. 3-64. [1046,1136,1297,1188]
kili-headline-1: Ἡ θεραπεία τῆς Κήλης [60,1691,381,1724]
doctor-notice: ΔΗΜΗΤΡ. ΜΑΥΡΟΓΙΑΝΝΟΠΟΥΛΟΣ ὠτο-ρινο-λαρυγγολόγος δέχεται 9—12 ἐν τῇ Κλινικῇ του ὁδὸς Ἀγ. Κωνσταντίνου 58. [60,303,236,368]
doctor-notice: ΚΑΙ ΝΥΚΤ. ΛΟΒΕΡΔΟΣ. Χειρούργος, ἐπιμελητὴς Πολιτικοῦ Νοσοκομείου, δέχεται καὶ χειρουργεῖ Κλινικὴ Δελφῶν 16. [244,807,420,872]
klinai-sub: Διαρκὴς παρακαταθήκη [536,1214,670,1227]
doctor-notice: ΑΡΙΓΓΟ — ΡΙΝΟ — ΩΤΟΛΟΓΟΣ ἰατρὸς Μ. ΠΑΠΑΔΟΠΟΥΛΟΣ Πρώην ἐν Παρισίοις. Ἐπιμελητὴς καθηγητ. Φωβὲλ. Δέχεται 10—12 καὶ 4—8. Πλατεῖα Ὁμονοίας ὁδὸς Δώρου 8α. [60,581,236,672]
eukairia-name: ΣΤΑΜ. ΜΠΑΧΑ [1099,1509,1244,1530]
fabr-ship-row [1046,693,1568,714]
iatroi-title: ΙΑΤΡΟΙ [147,117,333,152]
syfilis-drug: BISMOCENOL [1382,1673,1503,1692]
mikrai-item: ΕΚΘΕΣΙΣ MODELES Γουναν. Πλῆρες ΒΑΣΙΛΙΚΗΣ ΚΑΜΠΑΝΗ, ὁδὸς Ἑρμοῦ 32 καὶ Κοραῆς 3. [1317,919,1568,958]
prapopoulou-name: Χ. ΠΡΑΠΟΠΟΥΛΟΥ [500,719,706,743]
mikros-name: Α. ΠΑΠΑΚΥΡΙΑΚΟΠΟΥΛΟΣ [826,742,986,755]
ofthalmo-sub: Εἰδικοῦ ὀφθαλμολόγου Ὁδὸς Πειραιῶς 44 [798,1152,1014,1163]
klinai-oikos: Οἶκος ΑΠΕΡΓΗ [538,1227,668,1246]
mpetsos-title: ΜΠΕΤΣΟΥ & ΣΠΑΝΟΥ [503,592,703,612]
polountai-sub: ΓΚΑΜΠΑΡΝΤΙΝΑΙ ΜΑΛΛΙΝΑΙ ΓΥΝΑΙΚΕΙΑΙ ΆΡΙΣΤΗΣ ΠΟΙΟΤΗΤΟΣ [1332,1165,1553,1187]
epi-exoterikon-box [432,318,774,342]
ellados3-title: ΕΘΝΙΚΗ ΑΤΜΟΠΛΟΪΑ ΤΗΣ ΕΛΛΑΔΟΣ [1046,997,1297,1015]
kili-warning: ΑΠΟΦΕΥΓΕΤΕ ΑΠΟΜΙΜΗΣΕΙΣ ΤΩΝ ΚΟΜΠΟΓΙΑΝΤΩΝ [84,1868,396,1881]
doctor-notice: 606 ὁ ἰατρὸς ΓΡΗΓ. ΣΑΡΑΝΤΙΔΗΣ εἰδικεύσας ἐν Παρισίοις ἐκπαιδευθεὶς εἰς τὰ Ἀφροδίσια — Δερματικὰ — Γυναικολογικά. Δέχεται ὁδὸς Καϊρη 2 (Πάροδος Ἀθηνᾶς). [60,788,236,866]
ellados2-sub: ΠΕΙΡΑΙΩΣ ΕΥΡΟΥ ΜΥΛΑΣΗΝΗΣ-ΘΕΣΣΑΛΟΝΙΚΗΣ [1054,809,1289,819]
ifigitou-label: ΥΦΗΓΗΤΟΥ [572,743,634,754]
column-doctors [60,100,420,2180]
gounarika-advert [432,492,774,687]
mi-line-1: ΜΗ ΛΗΣΜΟΝΕΙΤΕ [793,1562,1019,1581]
revelakis-address: Αἰόλου 66—Ἀθῆναι—Αἰόλου 66 [143,1597,337,1610]
ellados3-sailing: «ΠΑΤΡΙΣ» 25ην Ὀκτωβρίου Σάββατον 4 μ. μ. [1050,1056,1293,1082]
trapeza-advert [452,976,754,1146]
zitoun-body: ΖΗΤΕΙΤΑΙ παῖς 15-18 ἐτῶν διὰ κλητήρ γραφείου μας. [1056,1633,1287,1664]
ergastiria-body: Εἰδικοῦ ἀκτινολόγου ἐν Βερολίνῳ εἰς τὸ Institut für Krebsforschung καὶ Βιέννῃ. Θεραπεία διὰ τῆς μεγάλης θεραπευτικῆς δράσεως τῶν ἀκτίνων Ρέντγκεν. Χαριλάου Τρικούπη ἀριθ. 50. [791,1035,1021,1100]
xylourgiki-klimakes: ΚΛΙΜΑΚΕΣ [1425,172,1565,201]
klid-word: ΕΒΕΒΑΙΩΘΗ [93,1280,226,1304]
